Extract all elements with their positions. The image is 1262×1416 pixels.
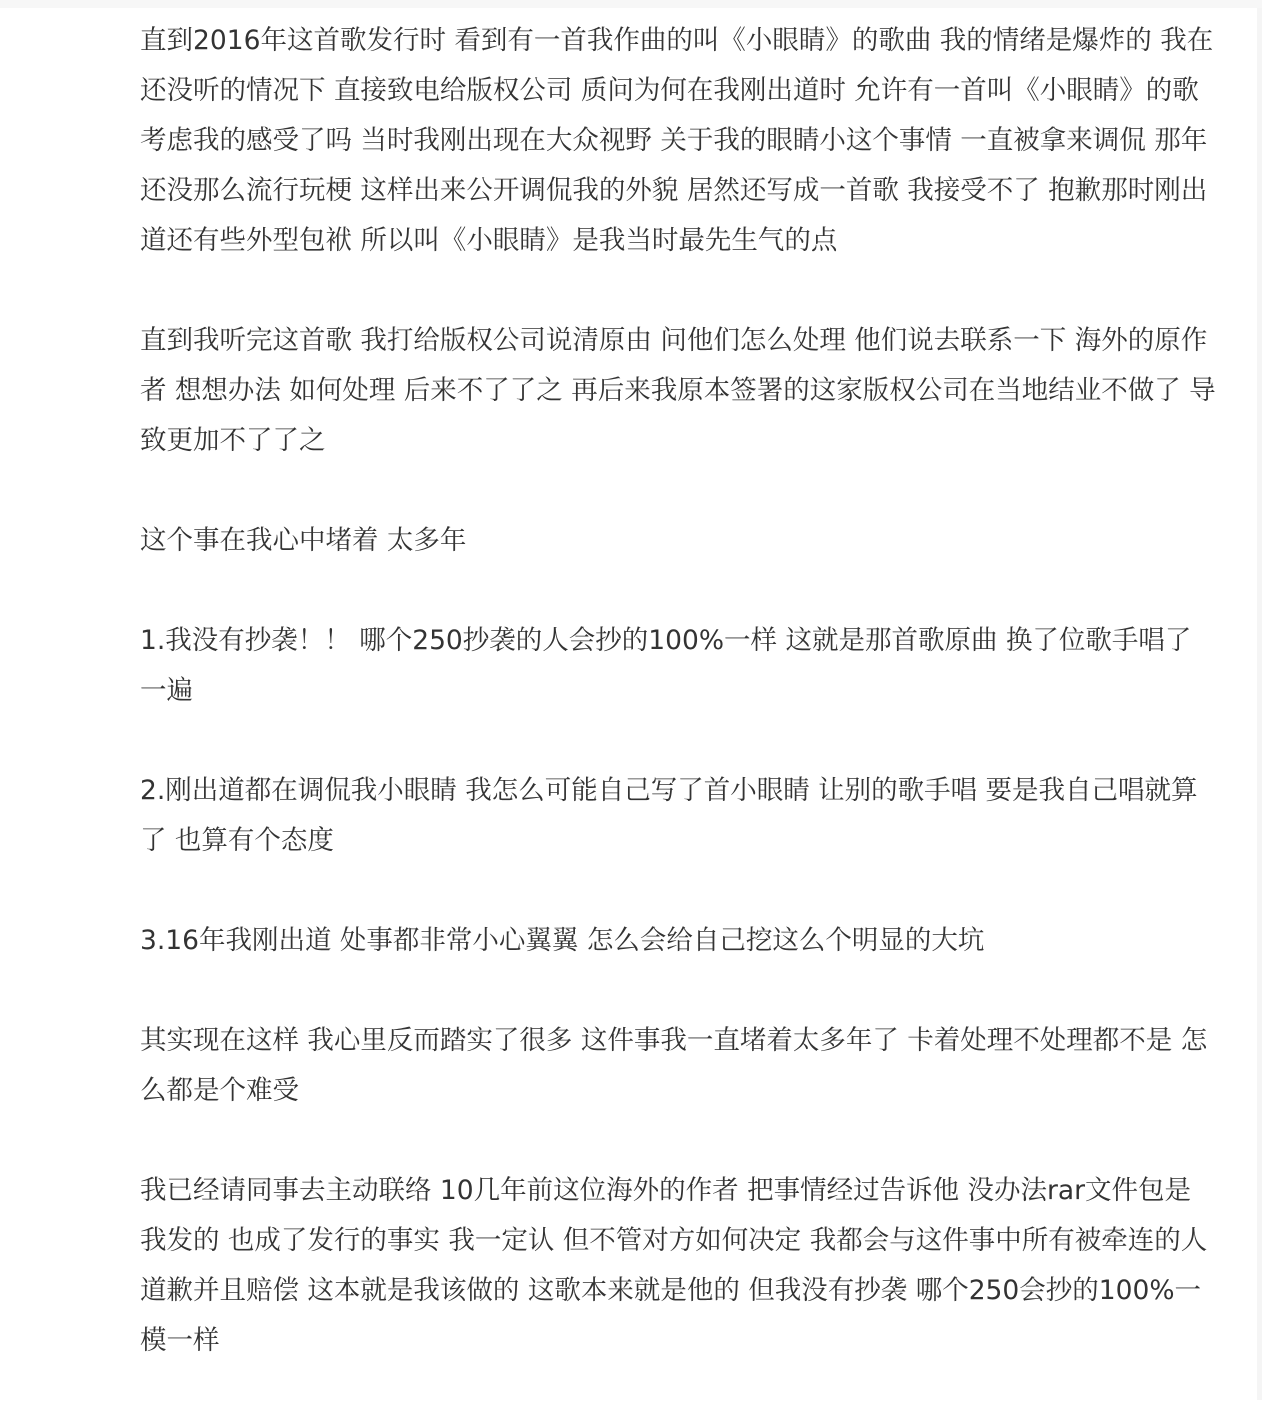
paragraph-point-1: 1.我没有抄袭！！ 哪个250抄袭的人会抄的100%一样 这就是那首歌原曲 换了位歌手唱了一遍 xyxy=(140,625,1192,706)
paragraph-copyright-company-followup: 直到我听完这首歌 我打给版权公司说清原由 问他们怎么处理 他们说去联系一下 海外的原作者 想想办法 如何处理 后来不了了之 再后来我原本签署的这家版权公司在当地结业不做了 导致更加不了了之 xyxy=(140,325,1216,456)
paragraph-song-release-reaction: 直到2016年这首歌发行时 看到有一首我作曲的叫《小眼睛》的歌曲 我的情绪是爆炸的 我在还没听的情况下 直接致电给版权公司 质问为何在我刚出道时 允许有一首叫《小眼睛》的歌 考虑我的感受了吗 当时我刚出现在大众视野 关于我的眼睛小这个事情 一直被拿来调侃 那年还没那么流行玩梗 这样出来公开调侃我的外貌 居然还写成一首歌 我接受不了 抱歉那时刚出道还有些外型包袱 所以叫《小眼睛》是我当时最先生气的点 xyxy=(140,25,1214,256)
paragraph-point-2: 2.刚出道都在调侃我小眼睛 我怎么可能自己写了首小眼睛 让别的歌手唱 要是我自己唱就算了 也算有个态度 xyxy=(140,775,1198,856)
paragraph-apology-and-compensation: 我已经请同事去主动联络 10几年前这位海外的作者 把事情经过告诉他 没办法rar文件包是我发的 也成了发行的事实 我一定认 但不管对方如何决定 我都会与这件事中所有被牵连的人道歉并且赔偿 这本就是我该做的 这歌本来就是他的 但我没有抄袭 哪个250会抄的100%一模一样 xyxy=(140,1175,1208,1356)
right-edge-strip xyxy=(1257,8,1262,1400)
article-body xyxy=(140,16,1216,1416)
paragraph-point-3: 3.16年我刚出道 处事都非常小心翼翼 怎么会给自己挖这么个明显的大坑 xyxy=(140,925,985,956)
top-divider-strip xyxy=(0,0,1262,8)
paragraph-long-held-burden: 这个事在我心中堵着 太多年 xyxy=(140,525,467,556)
paragraph-relief: 其实现在这样 我心里反而踏实了很多 这件事我一直堵着太多年了 卡着处理不处理都不是 怎么都是个难受 xyxy=(140,1025,1208,1106)
